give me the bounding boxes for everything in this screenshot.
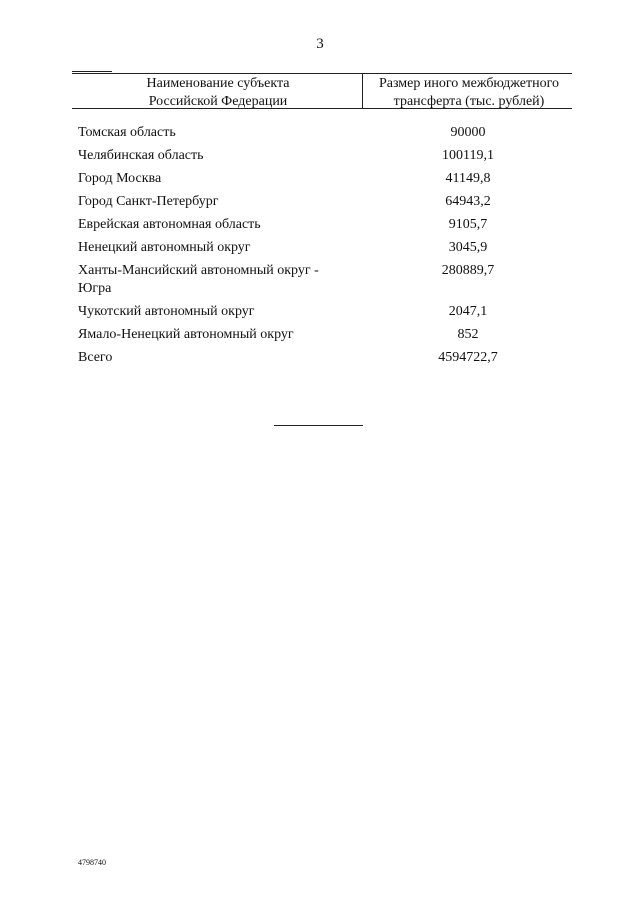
header-name-line-1: Наименование субъекта bbox=[146, 76, 290, 91]
table-header-bottom-rule bbox=[72, 108, 572, 109]
transfer-amount: 852 bbox=[457, 327, 479, 342]
table-row bbox=[78, 239, 558, 257]
transfer-amount: 280889,7 bbox=[441, 263, 495, 278]
table-row bbox=[78, 147, 558, 165]
table-row bbox=[78, 326, 558, 344]
region-name: Город Санкт-Петербург bbox=[78, 194, 219, 209]
header-name-line-2: Российской Федерации bbox=[148, 94, 288, 109]
transfer-amount: 2047,1 bbox=[448, 304, 488, 319]
total-label: Всего bbox=[78, 350, 113, 365]
table-row bbox=[78, 124, 558, 142]
table-top-rule bbox=[72, 73, 572, 74]
table-row bbox=[78, 193, 558, 211]
transfer-amount: 41149,8 bbox=[445, 171, 491, 186]
table-row bbox=[78, 262, 558, 298]
header-column-divider bbox=[362, 73, 363, 109]
end-separator-line bbox=[274, 425, 363, 426]
table-top-rule-mark bbox=[72, 71, 112, 72]
table-row bbox=[78, 216, 558, 234]
region-name: Ненецкий автономный округ bbox=[78, 240, 251, 255]
header-amount-line-1: Размер иного межбюджетного bbox=[378, 76, 560, 91]
transfer-amount: 100119,1 bbox=[442, 148, 494, 163]
table-header-name bbox=[80, 75, 356, 111]
transfer-amount: 3045,9 bbox=[448, 240, 488, 255]
region-name: Ханты-Мансийский автономный округ - Югра bbox=[78, 263, 319, 296]
region-name: Чукотский автономный округ bbox=[78, 304, 255, 319]
page-number: 3 bbox=[316, 36, 324, 52]
region-name: Город Москва bbox=[78, 171, 162, 186]
table-header-amount bbox=[366, 75, 572, 111]
region-name: Челябинская область bbox=[78, 148, 204, 163]
region-name: Ямало-Ненецкий автономный округ bbox=[78, 327, 294, 342]
header-amount-line-2: трансферта (тыс. рублей) bbox=[393, 94, 545, 109]
transfer-amount: 90000 bbox=[450, 125, 486, 140]
table-row-total bbox=[78, 349, 558, 367]
document-code: 4798740 bbox=[78, 858, 106, 867]
region-name: Еврейская автономная область bbox=[78, 217, 261, 232]
total-amount: 4594722,7 bbox=[438, 350, 498, 365]
table-row bbox=[78, 303, 558, 321]
transfer-amount: 9105,7 bbox=[448, 217, 488, 232]
table-body bbox=[78, 124, 558, 372]
region-name: Томская область bbox=[78, 125, 176, 140]
table-row bbox=[78, 170, 558, 188]
transfer-amount: 64943,2 bbox=[445, 194, 491, 209]
